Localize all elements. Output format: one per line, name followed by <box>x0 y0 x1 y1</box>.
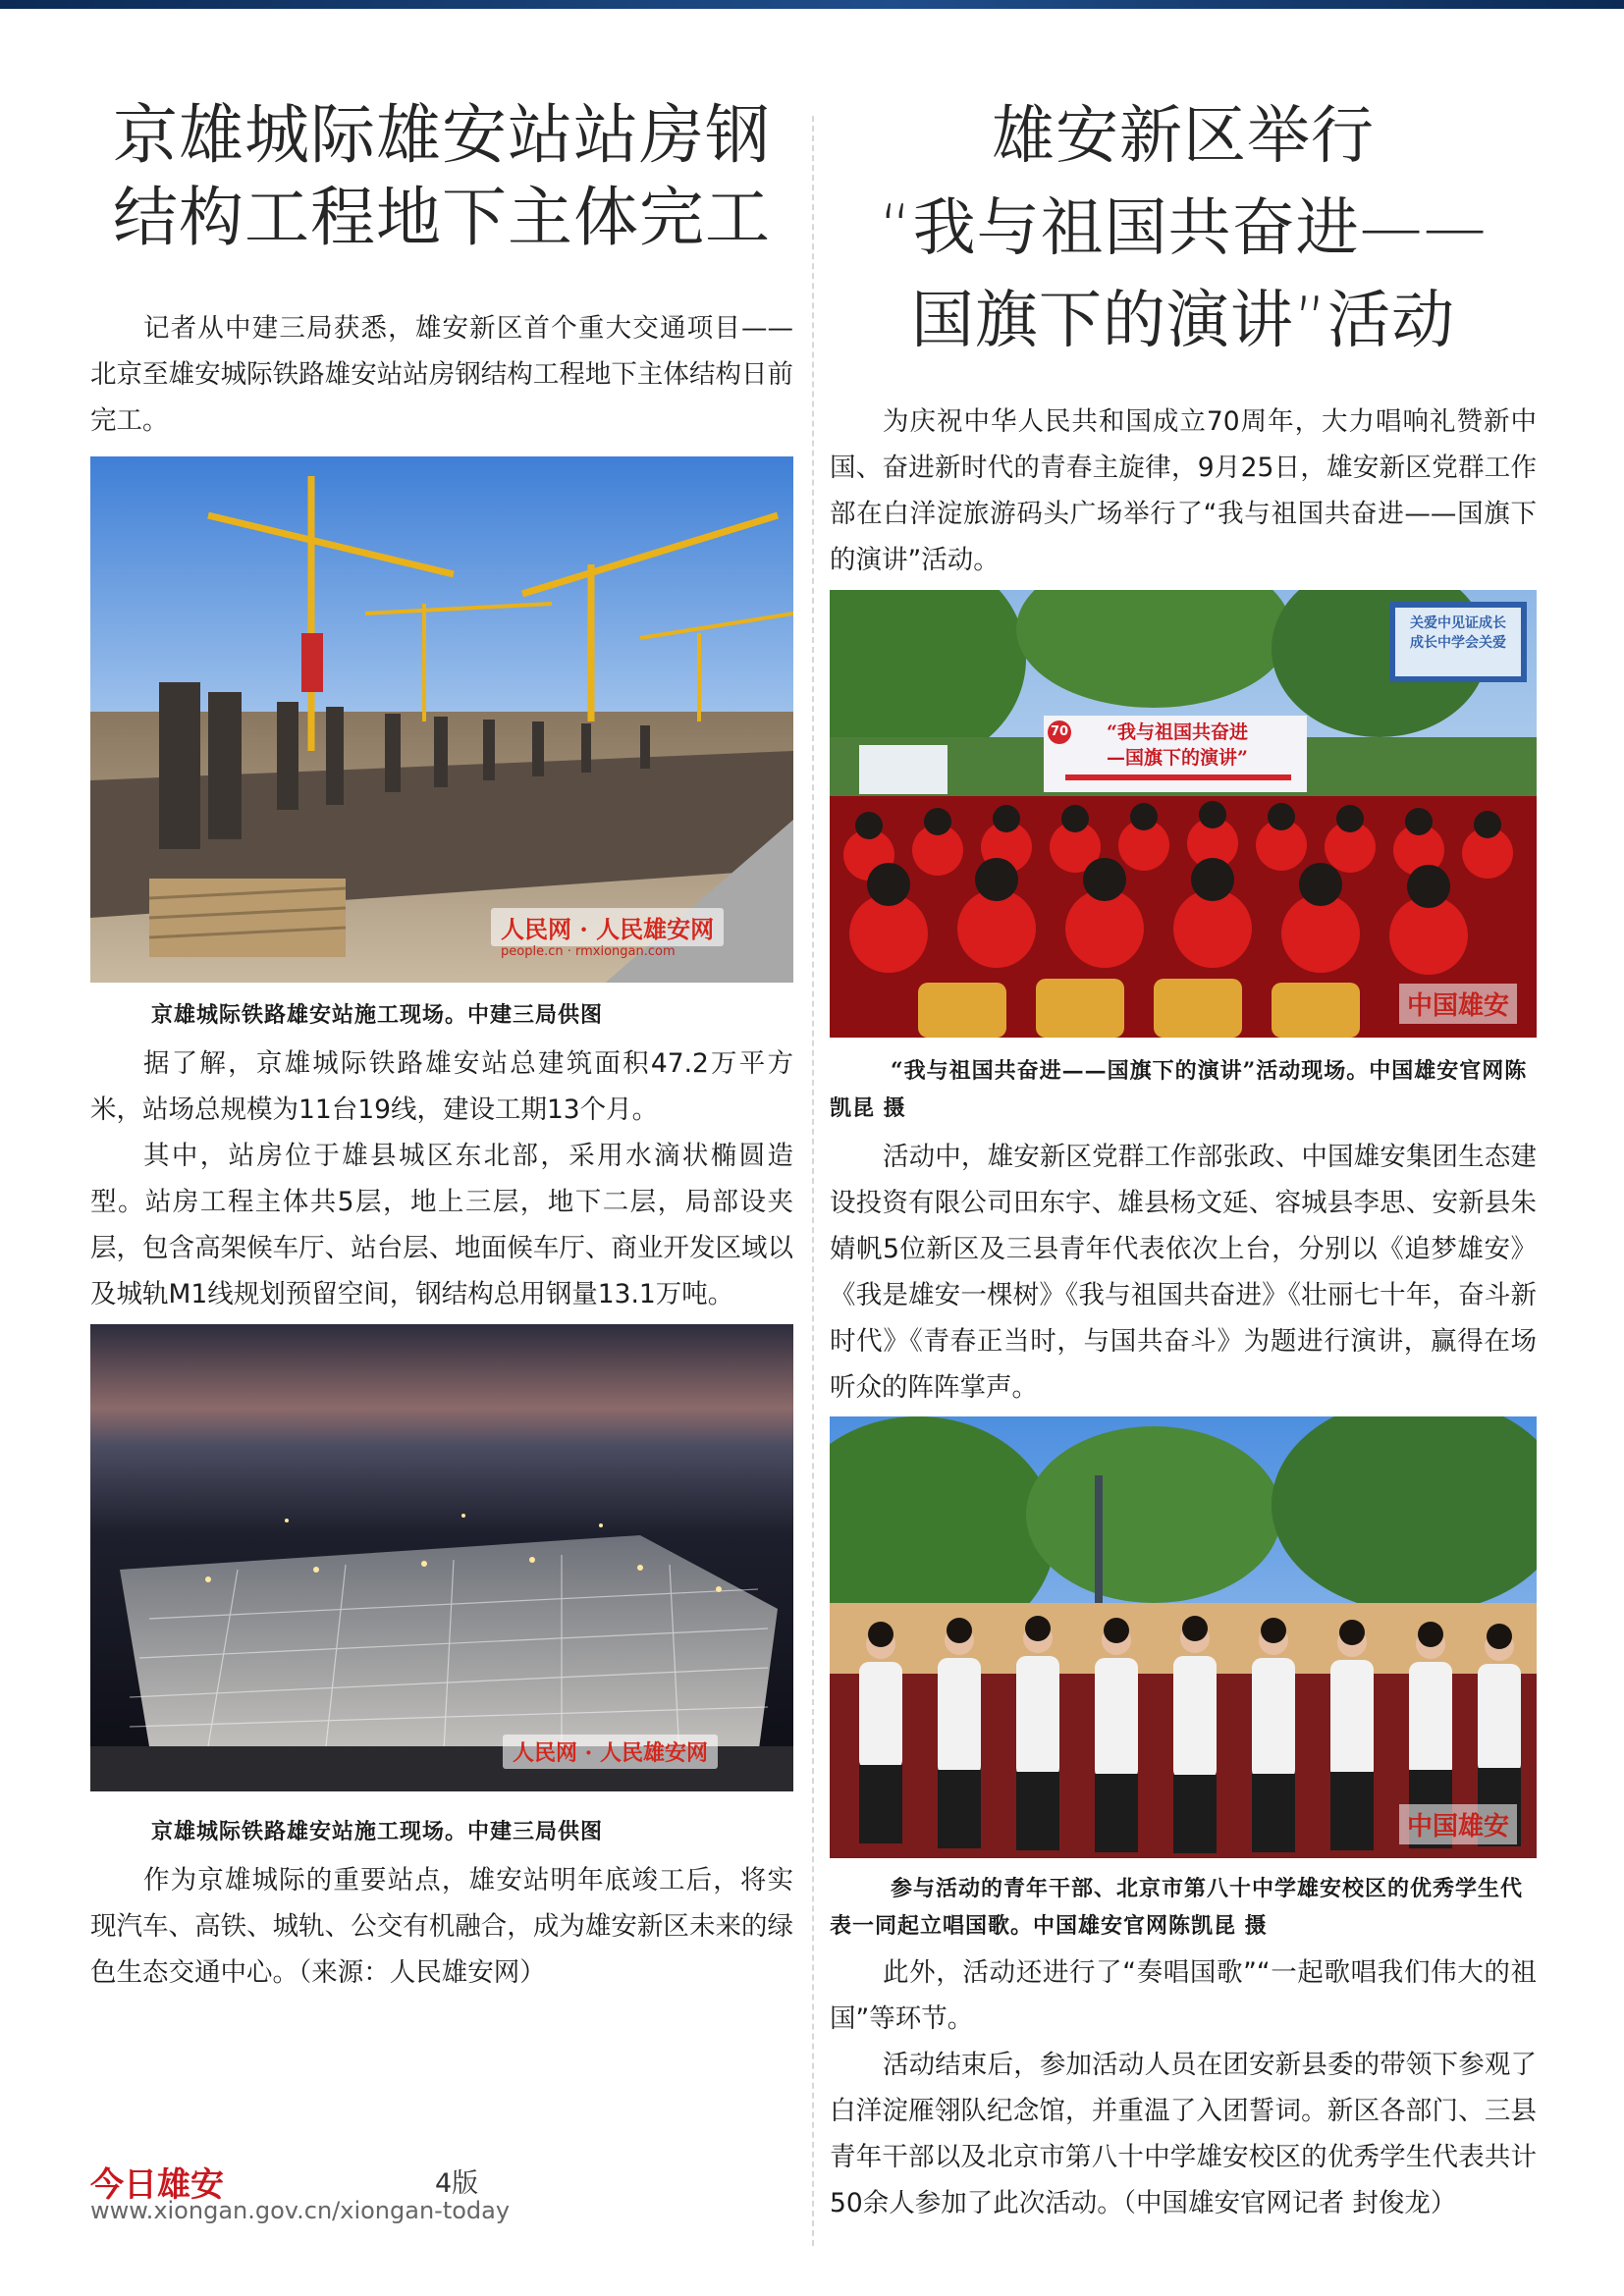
led-screen-line-2: 成长中学会关爱 <box>1410 635 1506 651</box>
photo-watermark: 人民网 · 人民雄安网 <box>491 908 724 946</box>
left-headline-line-2: 结构工程地下主体完工 <box>113 180 771 255</box>
right-headline-line-2: “我与祖国共奋进—— <box>879 192 1488 265</box>
photo-watermark-subtext: people.cn · rmxiongan.com <box>501 944 676 959</box>
event-photo-speech-image <box>830 590 1537 1038</box>
event-photo-anthem <box>830 1416 1537 1858</box>
construction-photo-day <box>90 456 793 983</box>
left-paragraph-4: 作为京雄城际的重要站点，雄安站明年底竣工后，将实现汽车、高铁、城轨、公交有机融合，成为雄安新区未来的绿色生态交通中心。（来源：人民雄安网） <box>90 1865 793 1988</box>
right-paragraph-3: 此外，活动还进行了“奏唱国歌”“一起歌唱我们伟大的祖国”等环节。 <box>830 1957 1537 2034</box>
left-caption-1: 京雄城际铁路雄安站施工现场。中建三局供图 <box>151 1002 604 1028</box>
right-headline-line-3: 国旗下的演讲”活动 <box>910 285 1456 357</box>
led-screen-line-1: 关爱中见证成长 <box>1410 615 1506 631</box>
right-paragraph-4: 活动结束后，参加活动人员在团安新县委的带领下参观了白洋淀雁翎队纪念馆，并重温了入团誓词。新区各部门、三县青年干部以及北京市第八十中学雄安校区的优秀学生代表共计50余人参加了此次活动。（中国雄安官网记者 封俊龙） <box>830 2050 1537 2218</box>
construction-photo-day-image <box>90 456 793 983</box>
event-photo-speech <box>830 590 1537 1038</box>
construction-photo-night-image <box>90 1324 793 1791</box>
publication-url[interactable]: www.xiongan.gov.cn/xiongan-today <box>90 2197 511 2224</box>
left-headline-line-1: 京雄城际雄安站站房钢 <box>113 97 771 173</box>
event-banner-text <box>1061 720 1293 771</box>
page-number: 4版 <box>435 2168 479 2199</box>
right-caption-2: 参与活动的青年干部、北京市第八十中学雄安校区的优秀学生代表一同起立唱国歌。中国雄安官网陈凯昆 摄 <box>830 1876 1524 1939</box>
left-caption-2: 京雄城际铁路雄安站施工现场。中建三局供图 <box>151 1819 604 1844</box>
event-banner-line-2: —国旗下的演讲” <box>1107 747 1248 769</box>
event-banner-line-1: “我与祖国共奋进 <box>1107 721 1248 743</box>
right-headline-line-1: 雄安新区举行 <box>992 100 1375 173</box>
left-paragraph-2: 据了解，京雄城际铁路雄安站总建筑面积47.2万平方米，站场总规模为11台19线，建设工期13个月。 <box>90 1048 793 1125</box>
left-paragraph-1: 记者从中建三局获悉，雄安新区首个重大交通项目——北京至雄安城际铁路雄安站站房钢结构工程地下主体结构日前完工。 <box>90 313 793 436</box>
china-xiongan-watermark-2: 中国雄安 <box>1399 1804 1517 1844</box>
right-paragraph-1: 为庆祝中华人民共和国成立70周年，大力唱响礼赞新中国、奋进新时代的青春主旋律，9月25日，雄安新区党群工作部在白洋淀旅游码头广场举行了“我与祖国共奋进——国旗下的演讲”活动。 <box>830 406 1537 575</box>
right-caption-1: “我与祖国共奋进——国旗下的演讲”活动现场。中国雄安官网陈凯昆 摄 <box>830 1058 1528 1121</box>
construction-photo-night <box>90 1324 793 1791</box>
right-headline <box>830 90 1537 367</box>
led-screen-text <box>1399 614 1517 653</box>
top-banner-bar <box>0 0 1624 9</box>
left-headline <box>90 94 793 259</box>
anniversary-badge: 70 <box>1048 721 1071 744</box>
event-photo-anthem-image <box>830 1416 1537 1858</box>
photo-watermark-night: 人民网 · 人民雄安网 <box>503 1735 718 1769</box>
right-paragraph-2: 活动中，雄安新区党群工作部张政、中国雄安集团生态建设投资有限公司田东宇、雄县杨文延、容城县李思、安新县朱婧帆5位新区及三县青年代表依次上台，分别以《追梦雄安》《我是雄安一棵树》《我与祖国共奋进》《壮丽七十年，奋斗新时代》《青春正当时，与国共奋斗》为题进行演讲，赢得在场听众的阵阵掌声。 <box>830 1142 1537 1403</box>
left-paragraph-3: 其中，站房位于雄县城区东北部，采用水滴状椭圆造型。站房工程主体共5层，地上三层，地下二层，局部设夹层，包含高架候车厅、站台层、地面候车厅、商业开发区域以及城轨M1线规划预留空间，钢结构总用钢量13.1万吨。 <box>90 1141 793 1309</box>
column-divider <box>812 116 814 2246</box>
china-xiongan-watermark: 中国雄安 <box>1399 984 1517 1024</box>
publication-logo: 今日雄安 <box>90 2165 224 2205</box>
